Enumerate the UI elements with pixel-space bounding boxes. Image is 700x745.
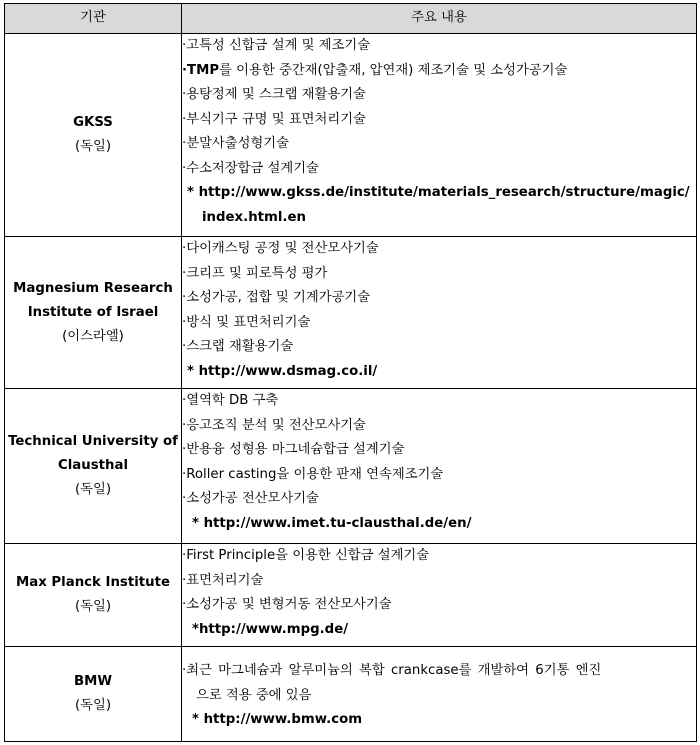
list-item: ·First Principle을 이용한 신합금 설계기술 [182,548,430,563]
org-name: GKSS [73,115,113,130]
content-cell [182,544,697,647]
table-row [5,647,697,742]
header-main-content: 주요 내용 [182,4,697,34]
content-cell [182,237,697,389]
list-item: ·소성가공 및 변형거동 전산모사기술 [182,597,392,612]
list-item: ·고특성 신합금 설계 및 제조기술 [182,38,371,53]
org-name: BMW [73,674,113,689]
url-link[interactable]: * http://www.bmw.com [192,712,363,727]
org-country: (독일) [74,482,112,497]
org-cell [5,237,182,389]
org-country: (독일) [74,698,112,713]
list-item: ·소성가공 전산모사기술 [182,491,319,506]
list-item: ·부식기구 규명 및 표면처리기술 [182,111,366,127]
list-item: ·소성가공, 접합 및 기계가공기술 [182,290,371,305]
institutions-table [4,3,697,742]
table-row [5,389,697,544]
header-institution: 기관 [5,4,182,34]
url-link[interactable]: * http://www.gkss.de/institute/materials_research/structure/magic/ [187,185,690,200]
org-name: Technical University of [8,434,178,449]
content-cell [182,389,697,544]
org-cell [5,544,182,647]
org-country: (독일) [74,139,112,154]
table-row [5,544,697,647]
url-link[interactable]: *http://www.mpg.de/ [192,621,349,637]
org-name-line2: Clausthal [57,458,129,473]
org-name: Magnesium Research [13,280,173,296]
table-row [5,237,697,389]
list-item: ·용탕정제 및 스크랩 재활용기술 [182,87,366,102]
list-item: ·수소저장합금 설계기술 [182,160,319,176]
list-item: ·열역학 DB 구축 [182,393,279,408]
header-row [5,4,697,34]
paragraph-line: ·최근 마그네슘과 알루미늄의 복합 crankcase를 개발하여 6기통 엔진 [182,663,602,678]
list-item: ·TMP를 이용한 중간재(압출재, 압연재) 제조기술 및 소성가공기술 [182,62,568,78]
list-item: ·방식 및 표면처리기술 [182,314,311,330]
list-item-text: 를 이용한 중간재(압출재, 압연재) 제조기술 및 소성가공기술 [219,62,568,78]
org-name: Max Planck Institute [16,575,170,590]
list-item: ·분말사출성형기술 [182,136,289,151]
paragraph-line-continued: 으로 적용 중에 있음 [196,687,312,703]
content-cell [182,34,697,237]
list-item: ·반용융 성형용 마그네슘합금 설계기술 [182,442,405,457]
url-link[interactable]: * http://www.imet.tu-clausthal.de/en/ [192,515,472,531]
url-link[interactable]: * http://www.dsmag.co.il/ [187,363,378,379]
list-item: ·표면처리기술 [182,572,264,588]
list-item: ·스크랩 재활용기술 [182,339,294,354]
org-name-line2: Institute of Israel [27,304,159,320]
url-link-continued[interactable]: index.html.en [202,209,306,225]
org-cell [5,389,182,544]
content-cell [182,647,697,742]
org-cell [5,34,182,237]
list-item: ·다이캐스팅 공정 및 전산모사기술 [182,241,379,256]
org-country: (이스라엘) [62,328,124,344]
list-item: ·크리프 및 피로특성 평가 [182,265,328,281]
org-cell [5,647,182,742]
list-item: ·Roller casting을 이용한 판재 연속제조기술 [182,466,444,482]
table-row [5,34,697,237]
list-item: ·응고조직 분석 및 전산모사기술 [182,417,366,433]
org-country: (독일) [74,599,112,614]
